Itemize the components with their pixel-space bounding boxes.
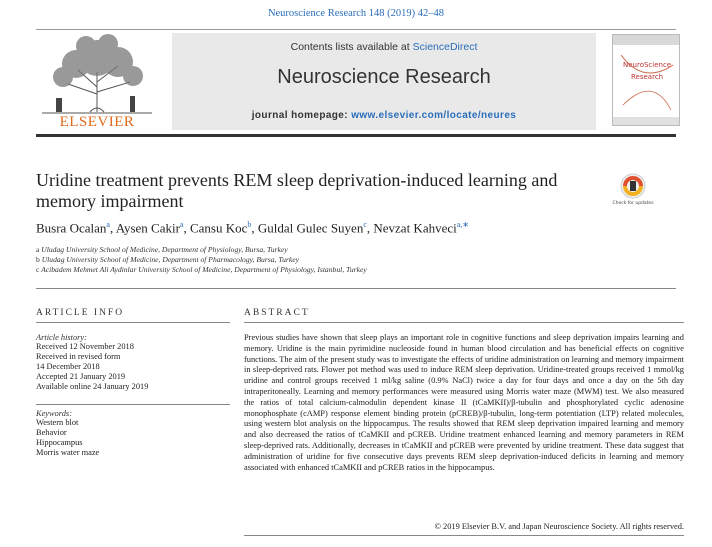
affiliation-mark: a (36, 245, 40, 254)
affiliation-item (36, 255, 636, 265)
affiliation-mark: b (36, 255, 40, 264)
affiliation-mark: c (36, 265, 40, 274)
affiliation-text: Acibadem Mehmet Ali Aydinlar University School of Medicine, Department of Physiology, Istanbul, Turkey (41, 265, 367, 274)
top-divider (36, 29, 676, 30)
check-for-updates-icon[interactable] (612, 172, 654, 210)
homepage-link[interactable]: www.elsevier.com/locate/neures (351, 110, 517, 121)
history-line: Received 12 November 2018 (36, 342, 134, 351)
author-name[interactable]: Aysen Cakir (115, 220, 180, 236)
copyright-notice: © 2019 Elsevier B.V. and Japan Neuroscience Society. All rights reserved. (434, 522, 684, 531)
keywords-divider (36, 404, 230, 405)
keyword-item: Hippocampus (36, 438, 83, 447)
author-affiliation-mark[interactable]: a,∗ (456, 220, 470, 229)
history-line: 14 December 2018 (36, 362, 100, 371)
affiliation-item (36, 245, 636, 255)
abstract-heading: ABSTRACT (244, 308, 310, 318)
author-name[interactable]: Busra Ocalan (36, 220, 107, 236)
sciencedirect-link[interactable]: ScienceDirect (412, 41, 478, 53)
contents-line (172, 41, 596, 53)
crossmark-label: Check for updates (612, 201, 654, 206)
history-line: Accepted 21 January 2019 (36, 372, 126, 381)
journal-reference-link[interactable]: Neuroscience Research 148 (2019) 42–48 (267, 8, 445, 19)
keyword-item: Western blot (36, 418, 79, 427)
author-affiliation-mark[interactable]: c (363, 220, 367, 229)
history-label: Article history: (36, 333, 87, 342)
keyword-item: Behavior (36, 428, 67, 437)
author-affiliation-mark[interactable]: a (106, 220, 110, 229)
article-info-heading: ARTICLE INFO (36, 308, 125, 318)
author-affiliation-mark[interactable]: a (179, 220, 184, 229)
affiliation-text: Uludag University School of Medicine, Department of Pharmacology, Bursa, Turkey (41, 255, 300, 264)
journal-cover-thumbnail[interactable] (612, 34, 680, 126)
keyword-item: Morris water maze (36, 448, 100, 457)
article-info-divider (36, 322, 230, 323)
journal-title: Neuroscience Research (277, 66, 491, 88)
article-history (36, 333, 230, 392)
article-title: Uridine treatment prevents REM sleep deprivation-induced learning and memory impairment (36, 170, 558, 211)
author-list: Busra Ocalan$^a$, Aysen Cakir$^a$, Cansu Koc$^b$, Guldal Gulec Suyen$^c$, Nevzat Kahveci$^{a,∗}$ (36, 220, 470, 236)
history-line: Received in revised form (36, 352, 121, 361)
homepage-prefix: journal homepage: (251, 110, 349, 121)
affiliation-divider (36, 288, 676, 289)
affiliation-list (36, 245, 636, 275)
author-name[interactable]: Guldal Gulec Suyen (257, 220, 364, 236)
author-affiliation-mark[interactable]: b (247, 220, 252, 229)
homepage-line (172, 110, 596, 121)
keywords (36, 409, 230, 458)
cover-title-line2: Research (631, 73, 664, 81)
abstract-divider (244, 322, 684, 323)
header-bottom-divider (36, 134, 676, 137)
publisher-name: ELSEVIER (59, 114, 135, 130)
cover-title-line1: NeuroScience (623, 61, 672, 69)
affiliation-text: Uludag University School of Medicine, Department of Physiology, Bursa, Turkey (41, 245, 288, 254)
abstract-bottom-divider (244, 535, 684, 536)
abstract-text: Previous studies have shown that sleep plays an important role in cognitive functions and sleep deprivation impairs learning and memory. Uridine is the main pyrimidine nucleoside found in human blood circulation and has beneficial effects on cognitive functions. The aim of the present study was to investigate the effects of uridine administration on learning and memory impairment in sleep-deprived rats. Flower pot method was used to induce REM sleep deprivation. Uridine-treated groups received 1 mmol/kg uridine and control groups received 1 ml/kg saline (0.9% NaCl) twice a day for four days and once a day on the 5th day intraperitoneally. Learning and memory performances were measured using Morris water maze (MWM) test. We also measured the ratios of total calcium-calmodulin dependent kinase II (tCaMKII)/β-tubulin and phosphorylated cyclic adenosine monophosphate (cAMP) response element binding protein (pCREB)/β-tubulin, long-term potentiation (LTP) related molecules, using western blot analysis on the hippocampus. The results showed that REM sleep deprivation impaired learning and memory and also decreased the ratios of tCaMKII and pCREB. Uridine treatment enhanced learning and memory parameters in REM sleep-deprived rats. Additionally, decreases in tCaMKII and pCREB were prevented by uridine treatment. These data suggest that administration of uridine for five consecutive days prevents REM sleep deprivation-induced deficits in learning and memory associated with enhanced tCaMKII and pCREB ratios in the hippocampus. (244, 333, 684, 472)
history-line: Available online 24 January 2019 (36, 382, 149, 391)
author-name[interactable]: Nevzat Kahveci (373, 220, 457, 236)
affiliation-item (36, 265, 636, 275)
keywords-label: Keywords: (36, 409, 72, 418)
author-name[interactable]: Cansu Koc (189, 220, 248, 236)
contents-prefix: Contents lists available at (290, 41, 410, 53)
